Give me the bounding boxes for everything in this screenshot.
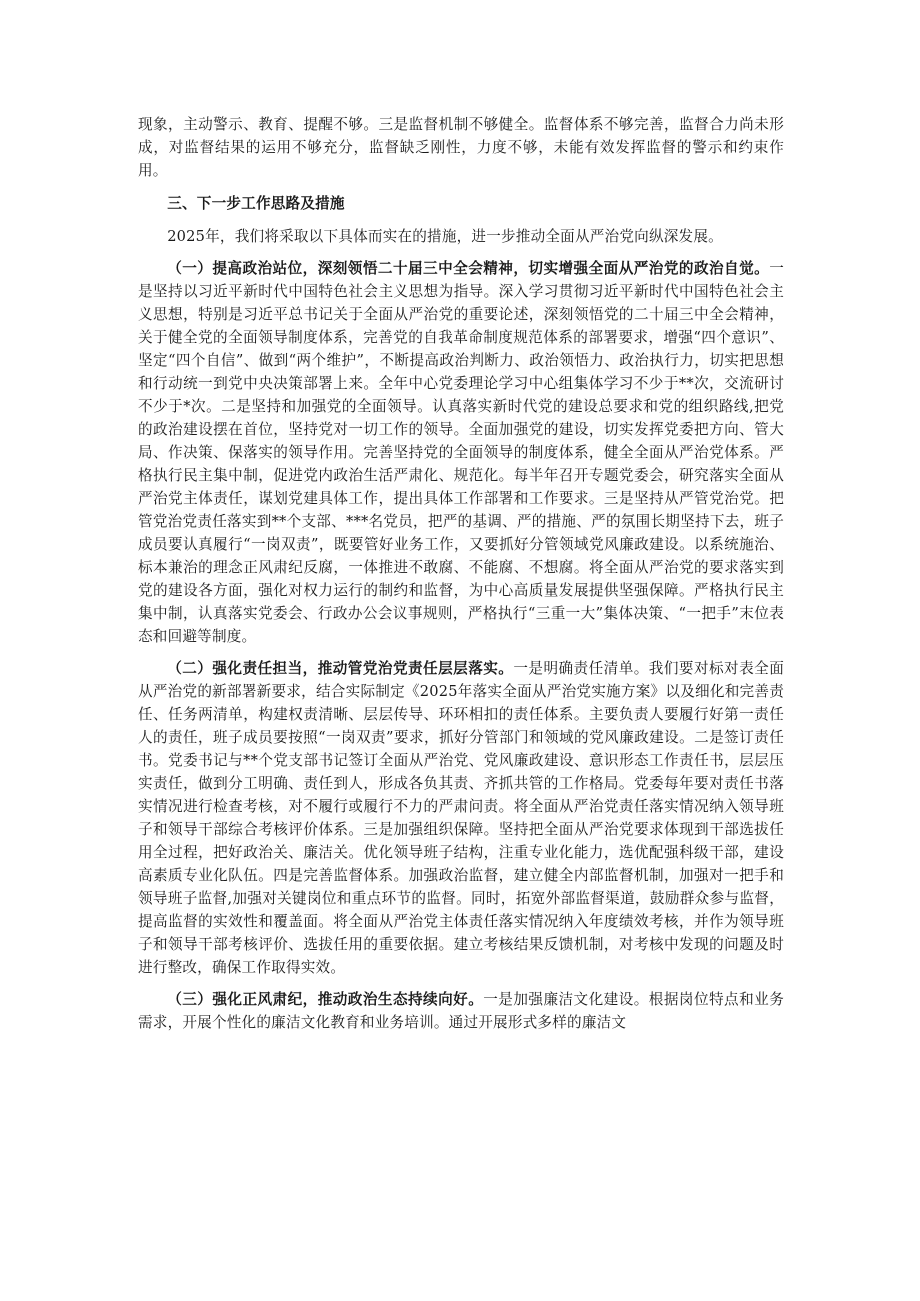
document-page: [138, 113, 784, 1034]
section-heading: 三、下一步工作思路及措施: [167, 195, 345, 212]
measure-paragraph-3: [138, 988, 784, 1034]
section-intro: 2025年，我们将采取以下具体而实在的措施，进一步推动全面从严治党向纵深发展。: [167, 228, 723, 245]
measure-body-3: 一是加强廉洁文化建设。根据岗位特点和业务需求，开展个性化的廉洁文化教育和业务培训。通过开展形式多样的廉洁文: [138, 991, 784, 1031]
measure-lead-3: （三）强化正风肃纪，推动政治生态持续向好。: [167, 991, 484, 1008]
measure-paragraph-1: [138, 257, 784, 648]
intro-paragraph: 现象，主动警示、教育、提醒不够。三是监督机制不够健全。监督体系不够完善，监督合力尚未形成，对监督结果的运用不够充分，监督缺乏刚性，力度不够，未能有效发挥监督的警示和约束作用。: [138, 116, 784, 179]
measure-paragraph-2: [138, 657, 784, 979]
measure-body-1: 一是坚持以习近平新时代中国特色社会主义思想为指导。深入学习贯彻习近平新时代中国特色社会主义思想，特别是习近平总书记关于全面从严治党的重要论述，深刻领悟党的二十届三中全会精神，关于健全党的全面领导制度体系，完善党的自我革命制度规范体系的部署要求，增强“四个意识”、坚定“四个自信”、做到“两个维护”，不断提高政治判断力、政治领悟力、政治执行力，切实把思想和行动统一到党中央决策部署上来。全年中心党委理论学习中心组集体学习不少于**次，交流研讨不少于*次。二是坚持和加强党的全面领导。认真落实新时代党的建设总要求和党的组织路线,把党的政治建设摆在首位，坚持党对一切工作的领导。全面加强党的建设，切实发挥党委把方向、管大局、作决策、保落实的领导作用。完善坚持党的全面领导的制度体系，健全全面从严治党体系。严格执行民主集中制，促进党内政治生活严肃化、规范化。每半年召开专题党委会，研究落实全面从严治党主体责任，谋划党建具体工作，提出具体工作部署和工作要求。三是坚持从严管党治党。把管党治党责任落实到**个支部、***名党员，把严的基调、严的措施、严的氛围长期坚持下去，班子成员要认真履行“一岗双责”，既要管好业务工作，又要抓好分管领域党风廉政建设。以系统施治、标本兼治的理念正风肃纪反腐，一体推进不敢腐、不能腐、不想腐。将全面从严治党的要求落实到党的建设各方面，强化对权力运行的制约和监督，为中心高质量发展提供坚强保障。严格执行民主集中制，认真落实党委会、行政办公会议事规则，严格执行“三重一大”集体决策、“一把手”末位表态和回避等制度。: [138, 260, 784, 645]
measure-lead-2: （二）强化责任担当，推动管党治党责任层层落实。: [167, 660, 514, 677]
measure-body-2: 一是明确责任清单。我们要对标对表全面从严治党的新部署新要求，结合实际制定《2025年落实全面从严治党实施方案》以及细化和完善责任、任务两清单，构建权责清晰、层层传导、环环相扣的责任体系。主要负责人要履行好第一责任人的责任，班子成员要按照“一岗双责”要求，抓好分管部门和领域的党风廉政建设。二是签订责任书。党委书记与**个党支部书记签订全面从严治党、党风廉政建设、意识形态工作责任书，层层压实责任，做到分工明确、责任到人，形成各负其责、齐抓共管的工作格局。党委每年要对责任书落实情况进行检查考核，对不履行或履行不力的严肃问责。将全面从严治党责任落实情况纳入领导班子和领导干部综合考核评价体系。三是加强组织保障。坚持把全面从严治党要求体现到干部选拔任用全过程，把好政治关、廉洁关。优化领导班子结构，注重专业化能力，选优配强科级干部，建设高素质专业化队伍。四是完善监督体系。加强政治监督，建立健全内部监督机制，加强对一把手和领导班子监督,加强对关键岗位和重点环节的监督。同时，拓宽外部监督渠道，鼓励群众参与监督，提高监督的实效性和覆盖面。将全面从严治党主体责任落实情况纳入年度绩效考核，并作为领导班子和领导干部考核评价、选拔任用的重要依据。建立考核结果反馈机制，对考核中发现的问题及时进行整改，确保工作取得实效。: [138, 660, 784, 976]
measure-lead-1: （一）提高政治站位，深刻领悟二十届三中全会精神，切实增强全面从严治党的政治自觉。: [167, 260, 770, 277]
